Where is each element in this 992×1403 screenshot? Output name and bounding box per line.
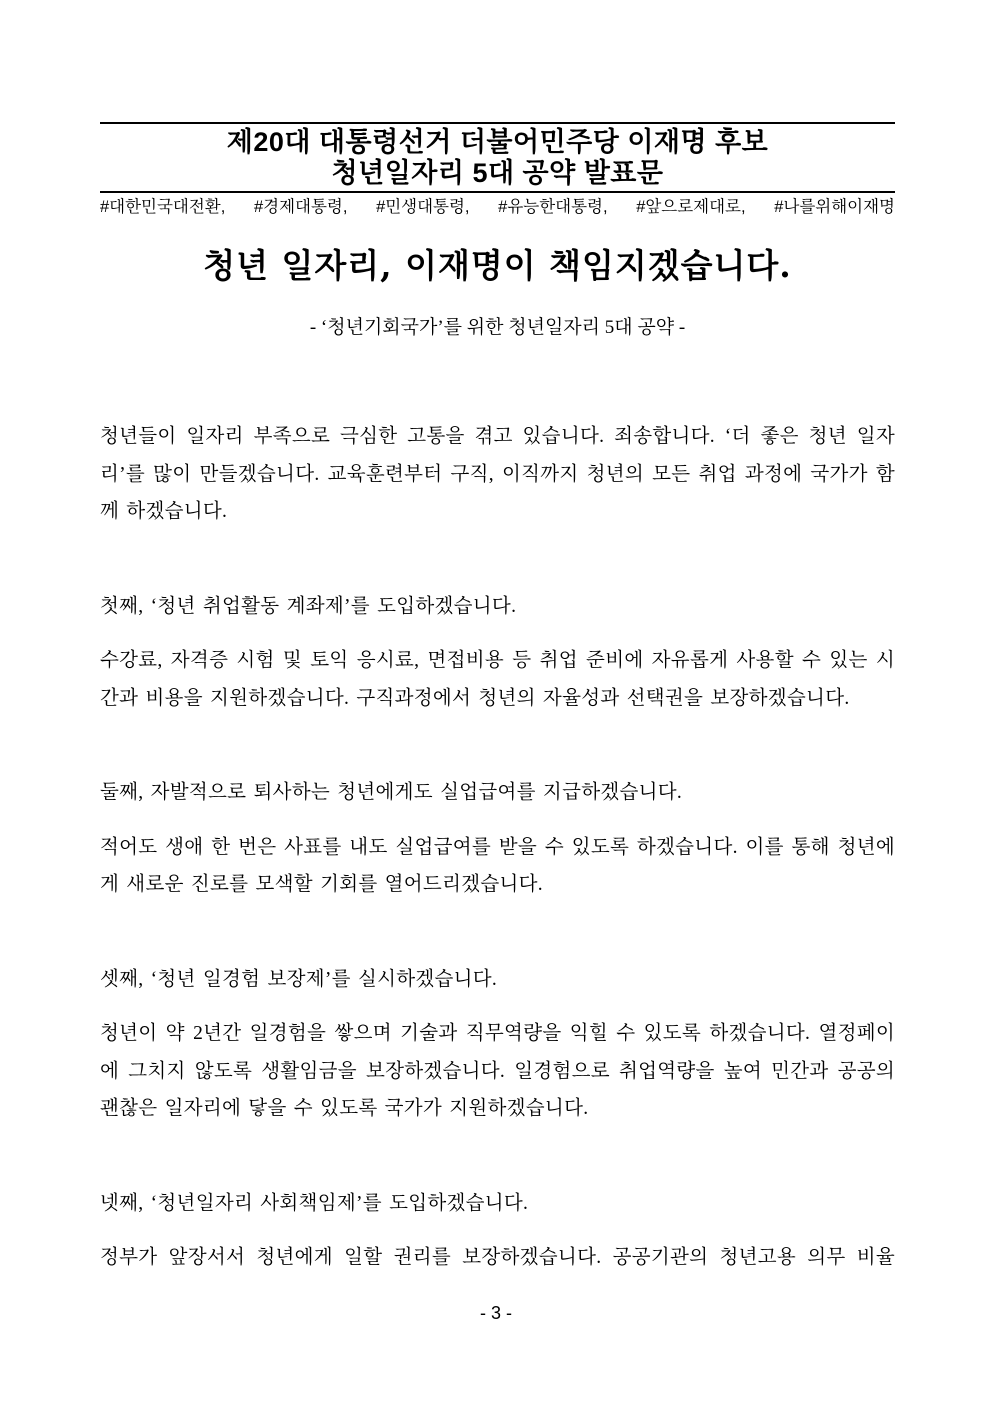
- section-2-heading: 둘째, 자발적으로 퇴사하는 청년에게도 실업급여를 지급하겠습니다.: [100, 782, 683, 803]
- intro-paragraph: 청년들이 일자리 부족으로 극심한 고통을 겪고 있습니다. 죄송합니다. ‘더 좋은 청년 일자리’를 많이 만들겠습니다. 교육훈련부터 구직, 이직까지 청년의 모든 취업 과정에 국가가 함께 하겠습니다.: [100, 426, 895, 522]
- headline-title: 청년 일자리, 이재명이 책임지겠습니다.: [203, 246, 792, 285]
- header-banner: [100, 122, 895, 193]
- hashtag: #대한민국대전환,: [100, 198, 226, 216]
- section-4-body: 정부가 앞장서서 청년에게 일할 권리를 보장하겠습니다. 공공기관의 청년고용 의무 비율: [100, 1247, 895, 1268]
- section-1-heading: 첫째, ‘청년 취업활동 계좌제’를 도입하겠습니다.: [100, 595, 517, 617]
- hashtag: #민생대통령,: [376, 198, 470, 216]
- section-1-body: 수강료, 자격증 시험 및 토익 응시료, 면접비용 등 취업 준비에 자유롭게 사용할 수 있는 시간과 비용을 지원하겠습니다. 구직과정에서 청년의 자율성과 선택권을 보장하겠습니다.: [100, 650, 895, 709]
- section-3-body: 청년이 약 2년간 일경험을 쌓으며 기술과 직무역량을 익힐 수 있도록 하겠습니다. 열정페이에 그치지 않도록 생활임금을 보장하겠습니다. 일경험으로 취업역량을 높여 민간과 공공의 괜찮은 일자리에 닿을 수 있도록 국가가 지원하겠습니다.: [100, 1023, 895, 1119]
- hashtag: #나를위해이재명: [774, 198, 895, 216]
- section-2-body: 적어도 생애 한 번은 사표를 내도 실업급여를 받을 수 있도록 하겠습니다. 이를 통해 청년에게 새로운 진로를 모색할 기회를 열어드리겠습니다.: [100, 836, 895, 895]
- header-title-line1: 제20대 대통령선거 더불어민주당 이재명 후보: [226, 127, 769, 157]
- page-content: [100, 0, 895, 1277]
- hashtag: #경제대통령,: [253, 198, 348, 216]
- hashtag-row: [100, 196, 895, 218]
- section-3-heading: 셋째, ‘청년 일경험 보장제’를 실시하겠습니다.: [100, 968, 498, 990]
- page-number: - 3 -: [479, 1303, 512, 1323]
- section-4-heading: 넷째, ‘청년일자리 사회책임제’를 도입하겠습니다.: [100, 1192, 529, 1214]
- hashtag: #유능한대통령,: [498, 198, 608, 216]
- header-title-line2: 청년일자리 5대 공약 발표문: [331, 158, 664, 188]
- headline-subtitle: - ‘청년기회국가’를 위한 청년일자리 5대 공약 -: [309, 317, 686, 338]
- hashtag: #앞으로제대로,: [636, 198, 746, 216]
